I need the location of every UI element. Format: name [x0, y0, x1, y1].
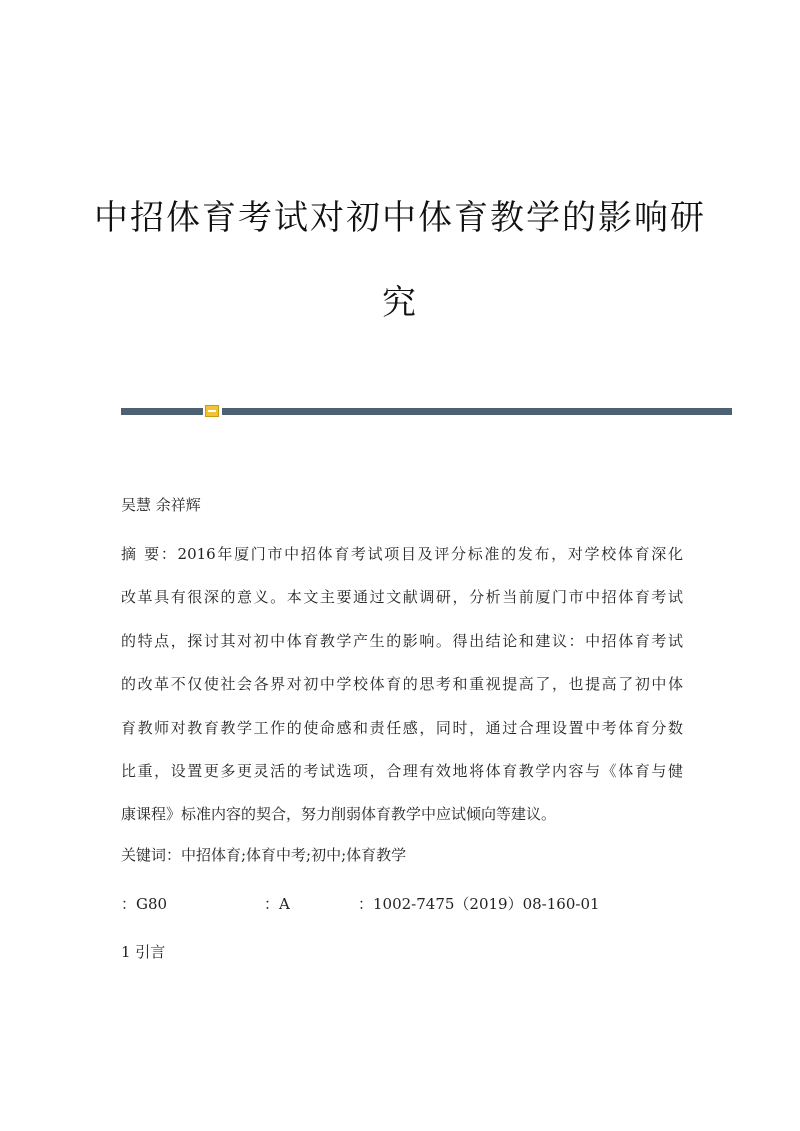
document-title-line-1: 中招体育考试对初中体育教学的影响研: [94, 198, 706, 238]
document-title-line-2: 究: [382, 283, 418, 323]
clc-number: ：G80: [121, 895, 168, 913]
abstract-line: 比重，设置更多更灵活的考试选项，合理有效地将体育教学内容与《体育与健: [121, 762, 683, 780]
authors: 吴慧 余祥辉: [121, 496, 201, 514]
abstract-line: 康课程》标准内容的契合，努力削弱体育教学中应试倾向等建议。: [121, 805, 557, 823]
section-heading-introduction: 1 引言: [121, 943, 166, 961]
abstract-line: 的改革不仅使社会各界对初中学校体育的思考和重视提高了，也提高了初中体: [121, 675, 683, 693]
divider-book-icon: [205, 405, 219, 417]
abstract-line: 的特点，探讨其对初中体育教学产生的影响。得出结论和建议：中招体育考试: [121, 632, 683, 650]
abstract-line: 摘 要：2016年厦门市中招体育考试项目及评分标准的发布，对学校体育深化: [121, 545, 683, 563]
article-id: ：1002-7475（2019）08-160-01: [358, 895, 600, 913]
document-code: ：A: [264, 895, 290, 913]
title-divider-right: [222, 408, 732, 415]
abstract-line: 改革具有很深的意义。本文主要通过文献调研，分析当前厦门市中招体育考试: [121, 588, 683, 606]
abstract-line: 育教师对教育教学工作的使命感和责任感，同时，通过合理设置中考体育分数: [121, 719, 683, 737]
keywords: 关键词：中招体育;体育中考;初中;体育教学: [121, 846, 407, 864]
title-divider-left: [121, 408, 203, 415]
